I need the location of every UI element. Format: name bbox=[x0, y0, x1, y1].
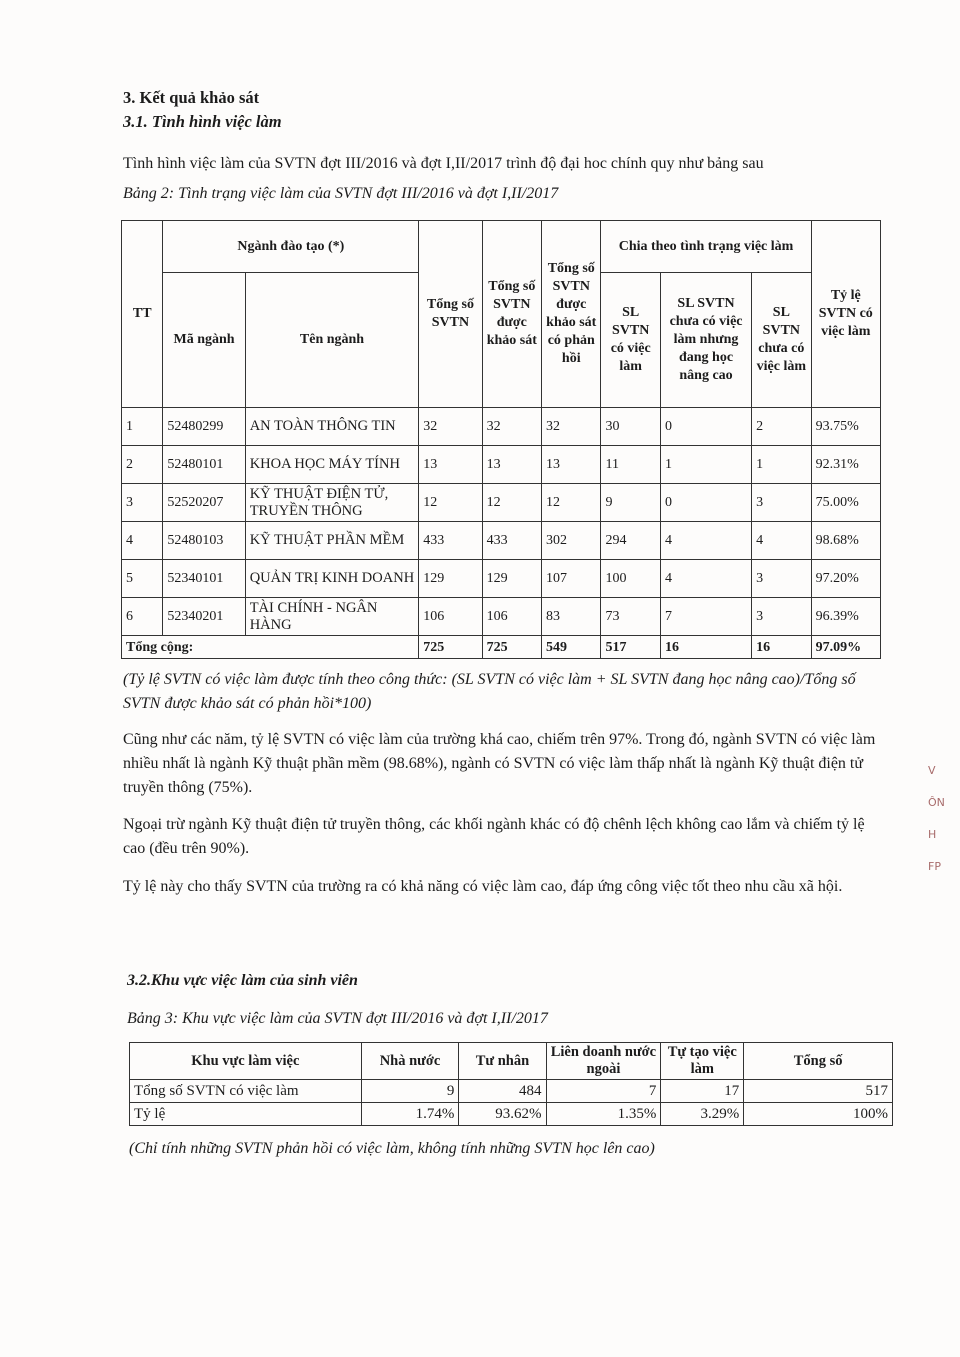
cell-tong: 13 bbox=[419, 446, 482, 484]
row-label: Tổng số SVTN có việc làm bbox=[130, 1080, 362, 1103]
subsection-heading: 3.1. Tình hình việc làm bbox=[123, 112, 282, 131]
cell-co: 9 bbox=[601, 484, 660, 522]
cell: 517 bbox=[744, 1080, 893, 1103]
header-cell: Liên doanh nước ngoài bbox=[546, 1043, 661, 1080]
header-duoc-khao-sat: Tổng số SVTN được khảo sát bbox=[482, 221, 541, 408]
table-row bbox=[122, 484, 881, 522]
cell-ten: TÀI CHÍNH - NGÂN HÀNG bbox=[245, 598, 419, 636]
cell-ma: 52480101 bbox=[163, 446, 245, 484]
cell-tong: 32 bbox=[419, 408, 482, 446]
intro-text: Tình hình việc làm của SVTN đợt III/2016 và đợt I,II/2017 trình độ đại hoc chính quy như bảng sau bbox=[123, 155, 764, 172]
cell-hoc: 4 bbox=[660, 560, 751, 598]
cell: 7 bbox=[546, 1080, 661, 1103]
cell-tl: 93.75% bbox=[811, 408, 880, 446]
cell: 3.29% bbox=[661, 1103, 744, 1126]
header-cell: Tổng số bbox=[744, 1043, 893, 1080]
table-row bbox=[122, 560, 881, 598]
cell-ten: KỸ THUẬT ĐIỆN TỬ, TRUYỀN THÔNG bbox=[245, 484, 419, 522]
cell-chua: 3 bbox=[752, 560, 811, 598]
cell-ks: 13 bbox=[482, 446, 541, 484]
cell-ma: 52340201 bbox=[163, 598, 245, 636]
cell-co: 11 bbox=[601, 446, 660, 484]
cell-ks: 32 bbox=[482, 408, 541, 446]
cell-ma: 52480103 bbox=[163, 522, 245, 560]
total-tl: 97.09% bbox=[811, 636, 880, 659]
cell-tl: 75.00% bbox=[811, 484, 880, 522]
table-row bbox=[122, 522, 881, 560]
cell-ph: 32 bbox=[542, 408, 601, 446]
stamp-text: ÔN bbox=[928, 796, 945, 809]
cell-ks: 106 bbox=[482, 598, 541, 636]
cell-chua: 3 bbox=[752, 484, 811, 522]
cell-co: 30 bbox=[601, 408, 660, 446]
cell-chua: 3 bbox=[752, 598, 811, 636]
table2-caption: Bảng 2: Tình trạng việc làm của SVTN đợt III/2016 và đợt I,II/2017 bbox=[123, 185, 559, 202]
header-tong-svtn: Tổng số SVTN bbox=[419, 221, 482, 408]
header-ty-le: Tỷ lệ SVTN có việc làm bbox=[811, 221, 880, 408]
header-dang-hoc: SL SVTN chưa có việc làm nhưng đang học nâng cao bbox=[660, 273, 751, 408]
cell-ma: 52480299 bbox=[163, 408, 245, 446]
cell-co: 73 bbox=[601, 598, 660, 636]
table3-caption: Bảng 3: Khu vực việc làm của SVTN đợt III/2016 và đợt I,II/2017 bbox=[127, 1010, 548, 1027]
paragraph: Tỷ lệ này cho thấy SVTN của trường ra có khả năng có việc làm cao, đáp ứng công việc tốt theo nhu cầu xã hội. bbox=[123, 878, 843, 895]
header-row bbox=[130, 1043, 893, 1080]
header-cell: Nhà nước bbox=[361, 1043, 459, 1080]
cell-tt: 5 bbox=[122, 560, 163, 598]
cell-tl: 96.39% bbox=[811, 598, 880, 636]
header-ma-nganh: Mã ngành bbox=[163, 273, 245, 408]
cell-ten: QUẢN TRỊ KINH DOANH bbox=[245, 560, 419, 598]
header-co-viec: SL SVTN có việc làm bbox=[601, 273, 660, 408]
cell-ph: 83 bbox=[542, 598, 601, 636]
cell-tt: 6 bbox=[122, 598, 163, 636]
table-row bbox=[122, 598, 881, 636]
cell-ten: AN TOÀN THÔNG TIN bbox=[245, 408, 419, 446]
cell: 1.35% bbox=[546, 1103, 661, 1126]
cell-tong: 106 bbox=[419, 598, 482, 636]
table-row bbox=[122, 408, 881, 446]
table-row bbox=[130, 1080, 893, 1103]
cell-hoc: 0 bbox=[660, 484, 751, 522]
total-ph: 549 bbox=[542, 636, 601, 659]
stamp-text: H bbox=[928, 828, 937, 841]
cell: 93.62% bbox=[459, 1103, 546, 1126]
total-row bbox=[122, 636, 881, 659]
table3-note: (Chỉ tính những SVTN phản hồi có việc làm, không tính những SVTN học lên cao) bbox=[129, 1140, 655, 1157]
cell-ph: 107 bbox=[542, 560, 601, 598]
cell: 17 bbox=[661, 1080, 744, 1103]
header-phan-hoi: Tổng số SVTN được khảo sát có phản hồi bbox=[542, 221, 601, 408]
cell: 9 bbox=[361, 1080, 459, 1103]
cell-ks: 129 bbox=[482, 560, 541, 598]
cell: 484 bbox=[459, 1080, 546, 1103]
cell-chua: 4 bbox=[752, 522, 811, 560]
paragraph: Cũng như các năm, tỷ lệ SVTN có việc làm của trường khá cao, chiếm trên 97%. Trong đó, ngành SVTN có việc làm nhiều nhất là ngành Kỹ thuật phần mềm (98.68%), ngành có SVTN có việc làm thấp nhất là ngành Kỹ thuật điện tử truyền thông (75%). bbox=[123, 731, 876, 796]
cell-chua: 2 bbox=[752, 408, 811, 446]
table-row bbox=[130, 1103, 893, 1126]
cell-tong: 12 bbox=[419, 484, 482, 522]
cell-tl: 92.31% bbox=[811, 446, 880, 484]
cell-tt: 1 bbox=[122, 408, 163, 446]
section2-heading: 3.2.Khu vực việc làm của sinh viên bbox=[127, 972, 358, 989]
cell-hoc: 7 bbox=[660, 598, 751, 636]
employment-sector-table bbox=[129, 1042, 893, 1126]
header-cell: Khu vực làm việc bbox=[130, 1043, 362, 1080]
stamp-text: FP bbox=[928, 860, 941, 873]
total-hoc: 16 bbox=[660, 636, 751, 659]
header-cell: Tư nhân bbox=[459, 1043, 546, 1080]
cell-tt: 4 bbox=[122, 522, 163, 560]
header-cell: Tự tạo việc làm bbox=[661, 1043, 744, 1080]
employment-status-table bbox=[121, 220, 881, 659]
cell-tt: 2 bbox=[122, 446, 163, 484]
cell-tl: 97.20% bbox=[811, 560, 880, 598]
row-label: Tỷ lệ bbox=[130, 1103, 362, 1126]
header-ten-nganh: Tên ngành bbox=[245, 273, 419, 408]
cell-chua: 1 bbox=[752, 446, 811, 484]
cell-ph: 13 bbox=[542, 446, 601, 484]
stamp-text: V bbox=[928, 764, 936, 777]
cell-ten: KHOA HỌC MÁY TÍNH bbox=[245, 446, 419, 484]
total-label: Tổng cộng: bbox=[122, 636, 419, 659]
cell-ma: 52520207 bbox=[163, 484, 245, 522]
cell-tl: 98.68% bbox=[811, 522, 880, 560]
cell-ten: KỸ THUẬT PHẦN MỀM bbox=[245, 522, 419, 560]
cell-ph: 302 bbox=[542, 522, 601, 560]
cell-ma: 52340101 bbox=[163, 560, 245, 598]
cell-ph: 12 bbox=[542, 484, 601, 522]
cell-co: 100 bbox=[601, 560, 660, 598]
total-tong: 725 bbox=[419, 636, 482, 659]
total-chua: 16 bbox=[752, 636, 811, 659]
section-heading: 3. Kết quả khảo sát bbox=[123, 88, 260, 107]
header-chia-theo: Chia theo tình trạng việc làm bbox=[601, 221, 811, 273]
cell: 1.74% bbox=[361, 1103, 459, 1126]
total-ks: 725 bbox=[482, 636, 541, 659]
header-chua-co: SL SVTN chưa có việc làm bbox=[752, 273, 811, 408]
cell: 100% bbox=[744, 1103, 893, 1126]
total-co: 517 bbox=[601, 636, 660, 659]
cell-tt: 3 bbox=[122, 484, 163, 522]
cell-hoc: 0 bbox=[660, 408, 751, 446]
cell-tong: 129 bbox=[419, 560, 482, 598]
cell-hoc: 4 bbox=[660, 522, 751, 560]
formula-note: (Tỷ lệ SVTN có việc làm được tính theo công thức: (SL SVTN có việc làm + SL SVTN đang học nâng cao)/Tổng số SVTN được khảo sát có phản hồi*100) bbox=[123, 671, 856, 712]
cell-tong: 433 bbox=[419, 522, 482, 560]
table-row bbox=[122, 446, 881, 484]
cell-ks: 433 bbox=[482, 522, 541, 560]
cell-co: 294 bbox=[601, 522, 660, 560]
margin-stamp bbox=[928, 755, 945, 883]
cell-hoc: 1 bbox=[660, 446, 751, 484]
header-tt: TT bbox=[122, 221, 163, 408]
header-nganh: Ngành đào tạo (*) bbox=[163, 221, 419, 273]
paragraph: Ngoại trừ ngành Kỹ thuật điện tử truyền thông, các khối ngành khác có độ chênh lệch không cao lắm và chiếm tỷ lệ cao (đều trên 90%). bbox=[123, 816, 865, 857]
cell-ks: 12 bbox=[482, 484, 541, 522]
